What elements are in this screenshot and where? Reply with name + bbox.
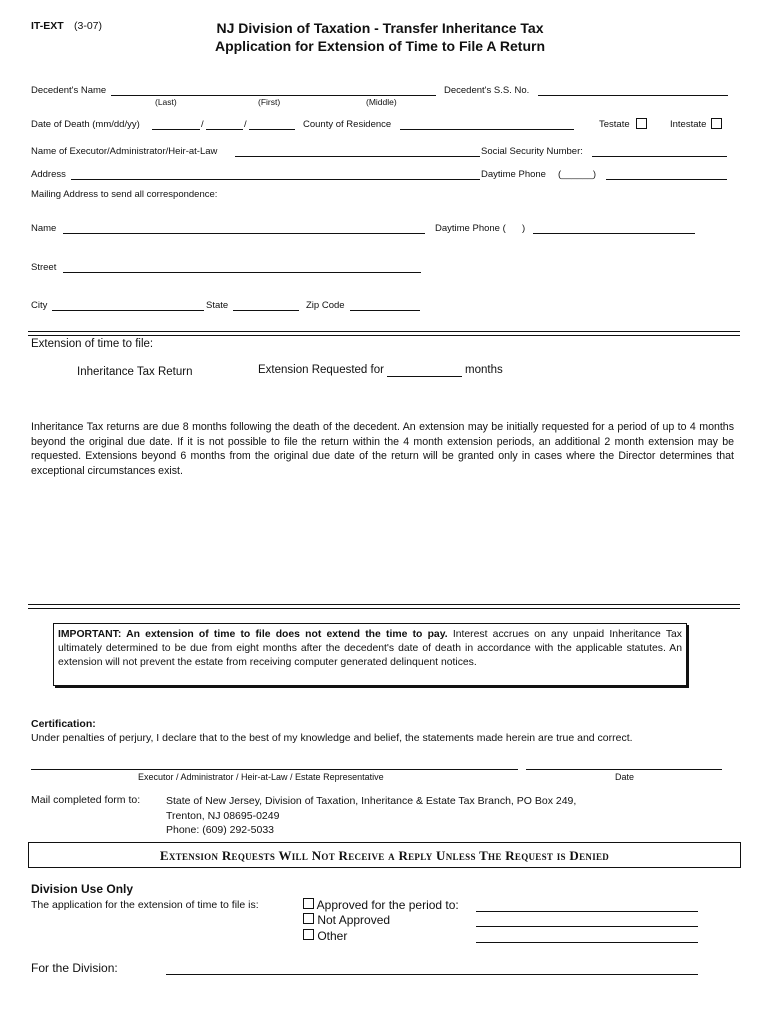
executor-phone-area[interactable]: (______) — [558, 169, 597, 180]
dod-day-field[interactable] — [206, 129, 243, 130]
other-label: Other — [317, 929, 348, 943]
intestate-label: Intestate — [670, 119, 707, 130]
street-label: Street — [31, 262, 57, 273]
signer-label: Executor / Administrator / Heir-at-Law / Estate Representative — [138, 772, 384, 782]
decedent-name-field[interactable] — [111, 95, 436, 96]
mailing-phone-label: Daytime Phone ( — [435, 223, 506, 234]
inheritance-return-label: Inheritance Tax Return — [77, 366, 193, 378]
mail-to-address — [166, 794, 576, 838]
executor-phone-field[interactable] — [606, 179, 727, 180]
decedent-first-sublabel: (First) — [258, 97, 281, 107]
title-line-2: Application for Extension of Time to File A Return — [214, 38, 546, 54]
decedent-name-label: Decedent's Name — [31, 85, 107, 96]
date-label: Date — [615, 772, 635, 782]
mail-to-label: Mail completed form to: — [31, 794, 141, 806]
mailing-phone-field[interactable] — [533, 233, 695, 234]
approved-checkbox[interactable] — [303, 898, 314, 909]
option-other[interactable] — [303, 929, 347, 943]
mailing-phone-close: ) — [522, 223, 526, 234]
mail-address-line-2: Trenton, NJ 08695-0249 — [166, 809, 280, 822]
section-divider-2 — [28, 604, 740, 609]
executor-name-label: Name of Executor/Administrator/Heir-at-Law — [31, 146, 218, 157]
county-label: County of Residence — [303, 119, 392, 130]
executor-ssn-label: Social Security Number: — [481, 146, 583, 157]
mail-address-line-1: State of New Jersey, Division of Taxation, Inheritance & Estate Tax Branch, PO Box 249, — [166, 795, 577, 807]
date-of-death-label: Date of Death (mm/dd/yy) — [31, 119, 140, 130]
form-code: IT-EXT — [31, 20, 64, 32]
signature-field[interactable] — [31, 769, 518, 770]
executor-phone-label: Daytime Phone — [481, 169, 546, 180]
mailing-heading: Mailing Address to send all correspondence: — [31, 189, 218, 200]
section-divider-1 — [28, 331, 740, 336]
zip-field[interactable] — [350, 310, 420, 311]
street-field[interactable] — [63, 272, 421, 273]
not-approved-field[interactable] — [476, 926, 698, 927]
option-not-approved[interactable] — [303, 913, 390, 927]
zip-label: Zip Code — [306, 300, 345, 311]
due-date-paragraph: Inheritance Tax returns are due 8 months following the death of the decedent. An extension may be initially requested for a period of up to 4 months beyond the original due date. If it is not possible to file the return within the 4 month extension periods, an additional 2 month extension may be requested. Extensions beyond 6 months from the original due date of the return will be granted only in cases where the Director determines that exceptional circumstances exist. — [31, 421, 734, 477]
extension-months-field[interactable] — [387, 376, 462, 377]
important-notice-box — [53, 623, 687, 686]
intestate-checkbox[interactable] — [711, 116, 722, 134]
other-checkbox[interactable] — [303, 929, 314, 940]
county-field[interactable] — [400, 129, 574, 130]
state-field[interactable] — [233, 310, 299, 311]
mailing-name-field[interactable] — [63, 233, 425, 234]
extension-heading: Extension of time to file: — [31, 338, 154, 350]
for-division-signature-field[interactable] — [166, 974, 698, 975]
testate-checkbox[interactable] — [636, 116, 647, 134]
city-field[interactable] — [52, 310, 204, 311]
testate-label: Testate — [599, 119, 630, 130]
executor-address-label: Address — [31, 169, 66, 180]
division-application-text: The application for the extension of time to file is: — [31, 899, 259, 911]
other-field[interactable] — [476, 942, 698, 943]
executor-ssn-field[interactable] — [592, 156, 727, 157]
important-rest: Interest accrues on any unpaid Inheritance Tax ultimately determined to be due from eight months after the decedent's date of death in accordance with the applicable statutes. An extension will not prevent the estate from receiving computer generated delinquent notices. — [58, 629, 683, 668]
decedent-middle-sublabel: (Middle) — [366, 97, 397, 107]
signature-date-field[interactable] — [526, 769, 722, 770]
state-label: State — [206, 300, 229, 311]
page-title — [190, 19, 570, 55]
executor-address-field[interactable] — [71, 179, 480, 180]
decedent-ssn-field[interactable] — [538, 95, 728, 96]
certification-text: Under penalties of perjury, I declare that to the best of my knowledge and belief, the statements made herein are true and correct. — [31, 732, 633, 744]
certification-heading: Certification: — [31, 718, 96, 730]
executor-name-field[interactable] — [235, 156, 480, 157]
decedent-ssn-label: Decedent's S.S. No. — [444, 85, 530, 96]
important-lead: IMPORTANT: An extension of time to file does not extend the time to pay. — [58, 629, 448, 640]
decedent-last-sublabel: (Last) — [155, 97, 177, 107]
mail-address-line-3: Phone: (609) 292-5033 — [166, 824, 274, 836]
months-label: months — [465, 364, 503, 376]
not-approved-checkbox[interactable] — [303, 913, 314, 924]
form-revision: (3-07) — [74, 20, 103, 32]
city-label: City — [31, 300, 48, 311]
for-division-label: For the Division: — [31, 961, 118, 975]
approved-period-field[interactable] — [476, 911, 698, 912]
title-line-1: NJ Division of Taxation - Transfer Inheritance Tax — [216, 20, 544, 36]
not-approved-label: Not Approved — [317, 913, 391, 927]
mailing-name-label: Name — [31, 223, 57, 234]
dod-year-field[interactable] — [249, 129, 295, 130]
option-approved[interactable] — [303, 898, 459, 912]
no-reply-notice: Extension Requests Will Not Receive a Reply Unless The Request is Denied — [28, 842, 741, 868]
dod-month-field[interactable] — [152, 129, 200, 130]
approved-label: Approved for the period to: — [316, 898, 459, 912]
dod-slash-2: / — [244, 119, 247, 130]
extension-requested-label: Extension Requested for — [258, 364, 384, 376]
dod-slash-1: / — [201, 119, 204, 130]
division-use-heading: Division Use Only — [31, 882, 134, 896]
